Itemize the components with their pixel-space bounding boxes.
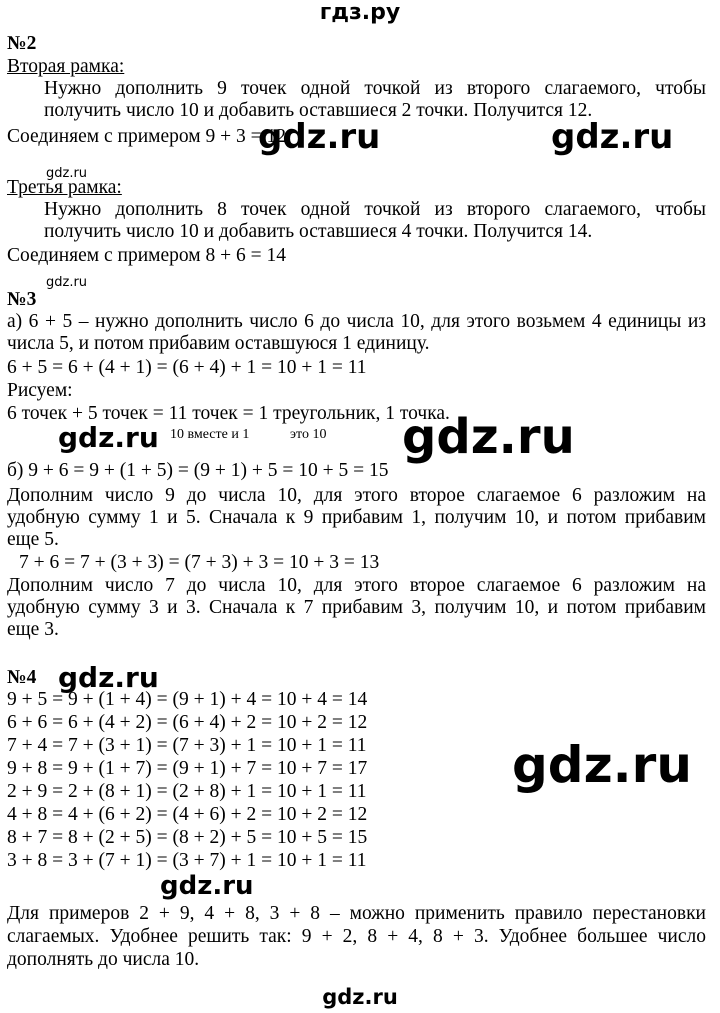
frame3-line3: Соединяем с примером 8 + 6 = 14 xyxy=(7,245,287,266)
frame3-line1: Нужно дополнить 8 точек одной точкой из второго слагаемого, чтобы xyxy=(44,199,706,220)
frame2-line3: Соединяем с примером 9 + 3 = 12 xyxy=(7,126,287,147)
task4-equation-4: 9 + 8 = 9 + (1 + 7) = (9 + 1) + 7 = 10 + 7 = 17 xyxy=(7,758,368,779)
note-this-is-ten: это 10 xyxy=(290,427,327,442)
frame3-line2: получить число 10 и добавить оставшиеся 4 точки. Получится 14. xyxy=(44,221,593,242)
task4-conclusion-3: дополнять до числа 10. xyxy=(7,949,200,970)
task3-b-line7: удобную сумму 3 и 3. Сначала к 7 прибавим 3, получим 10, и потом прибавим xyxy=(7,597,706,618)
task4-equation-5: 2 + 9 = 2 + (8 + 1) = (2 + 8) + 1 = 10 + 1 = 11 xyxy=(7,781,367,802)
task4-equation-2: 6 + 6 = 6 + (4 + 2) = (6 + 4) + 2 = 10 + 2 = 12 xyxy=(7,712,368,733)
note-together: 10 вместе и 1 xyxy=(170,427,250,442)
watermark: gdz.ru xyxy=(160,871,254,901)
site-header: гдз.ру xyxy=(319,0,401,25)
task3-b-line3: удобную сумму 1 и 5. Сначала к 9 прибавим 1, получим 10, и потом прибавим xyxy=(7,507,706,528)
task4-title: №4 xyxy=(7,667,37,688)
task4-equation-3: 7 + 4 = 7 + (3 + 1) = (7 + 3) + 1 = 10 + 1 = 11 xyxy=(7,735,367,756)
site-footer: gdz.ru xyxy=(322,985,398,1009)
task4-equation-7: 8 + 7 = 8 + (2 + 5) = (8 + 2) + 5 = 10 + 5 = 15 xyxy=(7,827,368,848)
task2-title: №2 xyxy=(7,33,37,54)
task4-conclusion-1: Для примеров 2 + 9, 4 + 8, 3 + 8 – можно применить правило перестановки xyxy=(7,903,706,924)
task4-conclusion-2: слагаемых. Удобнее решить так: 9 + 2, 8 + 4, 8 + 3. Удобнее большее число xyxy=(7,926,706,947)
task3-b-line6: Дополним число 7 до числа 10, для этого второе слагаемое 6 разложим на xyxy=(7,575,706,596)
frame3-label: Третья рамка: xyxy=(7,177,122,198)
task3-b-equation: б) 9 + 6 = 9 + (1 + 5) = (9 + 1) + 5 = 10 + 5 = 15 xyxy=(7,460,389,481)
task3-b-equation2: 7 + 6 = 7 + (3 + 3) = (7 + 3) + 3 = 10 + 3 = 13 xyxy=(19,552,380,573)
watermark: gdz.ru xyxy=(512,736,692,794)
frame2-line1: Нужно дополнить 9 точек одной точкой из второго слагаемого, чтобы xyxy=(44,78,706,99)
frame2-label: Вторая рамка: xyxy=(7,56,125,77)
watermark-small: gdz.ru xyxy=(46,166,88,181)
frame2-line2: получить число 10 и добавить оставшиеся 2 точки. Получится 12. xyxy=(44,100,593,121)
task4-equation-1: 9 + 5 = 9 + (1 + 4) = (9 + 1) + 4 = 10 + 4 = 14 xyxy=(7,689,368,710)
task3-a-dots-line: 6 точек + 5 точек = 11 точек = 1 треугольник, 1 точка. xyxy=(7,403,450,424)
watermark: gdz.ru xyxy=(58,421,159,454)
watermark: gdz.ru xyxy=(551,117,674,157)
task3-b-line2: Дополним число 9 до числа 10, для этого второе слагаемое 6 разложим на xyxy=(7,485,706,506)
task4-equation-8: 3 + 8 = 3 + (7 + 1) = (3 + 7) + 1 = 10 + 1 = 11 xyxy=(7,850,367,871)
watermark: gdz.ru xyxy=(258,117,381,157)
task3-title: №3 xyxy=(7,289,37,310)
watermark: gdz.ru xyxy=(58,661,159,694)
task3-b-line4: еще 5. xyxy=(7,529,59,550)
task3-a-line2: числа 5, и потом прибавим оставшуюся 1 единицу. xyxy=(7,333,430,354)
task3-b-line8: еще 3. xyxy=(7,619,59,640)
task4-equation-6: 4 + 8 = 4 + (6 + 2) = (4 + 6) + 2 = 10 + 2 = 12 xyxy=(7,804,368,825)
task3-a-line1: а) 6 + 5 – нужно дополнить число 6 до числа 10, для этого возьмем 4 единицы из xyxy=(7,311,706,332)
watermark-small: gdz.ru xyxy=(46,275,88,290)
watermark: gdz.ru xyxy=(402,409,575,465)
task3-a-equation: 6 + 5 = 6 + (4 + 1) = (6 + 4) + 1 = 10 + 1 = 11 xyxy=(7,357,367,378)
task3-a-draw-label: Рисуем: xyxy=(7,380,73,401)
